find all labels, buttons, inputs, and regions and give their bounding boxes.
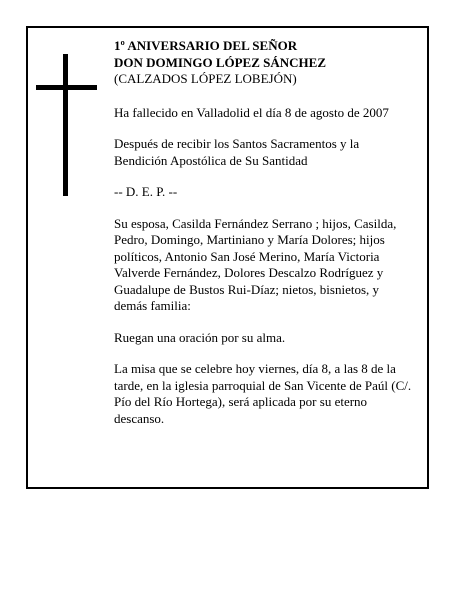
- mass-info: La misa que se celebre hoy viernes, día 8, a las 8 de la tarde, en la iglesia parroquial de San Vicente de Paúl (C/. Pío del Río Hortega), será aplicada por su eterno descanso.: [114, 361, 412, 426]
- cross-horizontal-bar: [36, 85, 97, 90]
- family-text: Su esposa, Casilda Fernández Serrano ; hijos, Casilda, Pedro, Domingo, Martiniano y María Dolores; hijos políticos, Antonio San José Merino, María Victoria Valverde Fernández, Dolores Descalzo Rodríguez y Guadalupe de Bustos Rui-Díaz; nietos, bisnietos, y demás familia:: [114, 215, 397, 313]
- death-statement: Ha fallecido en Valladolid el día 8 de agosto de 2007: [114, 104, 389, 120]
- obituary-text: [114, 38, 414, 427]
- rip-text: -- D. E. P. --: [114, 184, 178, 199]
- title-line-1: 1º ANIVERSARIO DEL SEÑOR: [114, 38, 298, 53]
- cross-vertical-bar: [63, 54, 68, 196]
- subtitle: (CALZADOS LÓPEZ LOBEJÓN): [114, 71, 297, 86]
- sacraments-text: Después de recibir los Santos Sacramentos y la Bendición Apostólica de Su Santidad: [114, 136, 360, 168]
- prayer-request: Ruegan una oración por su alma.: [114, 329, 286, 345]
- title-line-2: DON DOMINGO LÓPEZ SÁNCHEZ: [114, 54, 326, 70]
